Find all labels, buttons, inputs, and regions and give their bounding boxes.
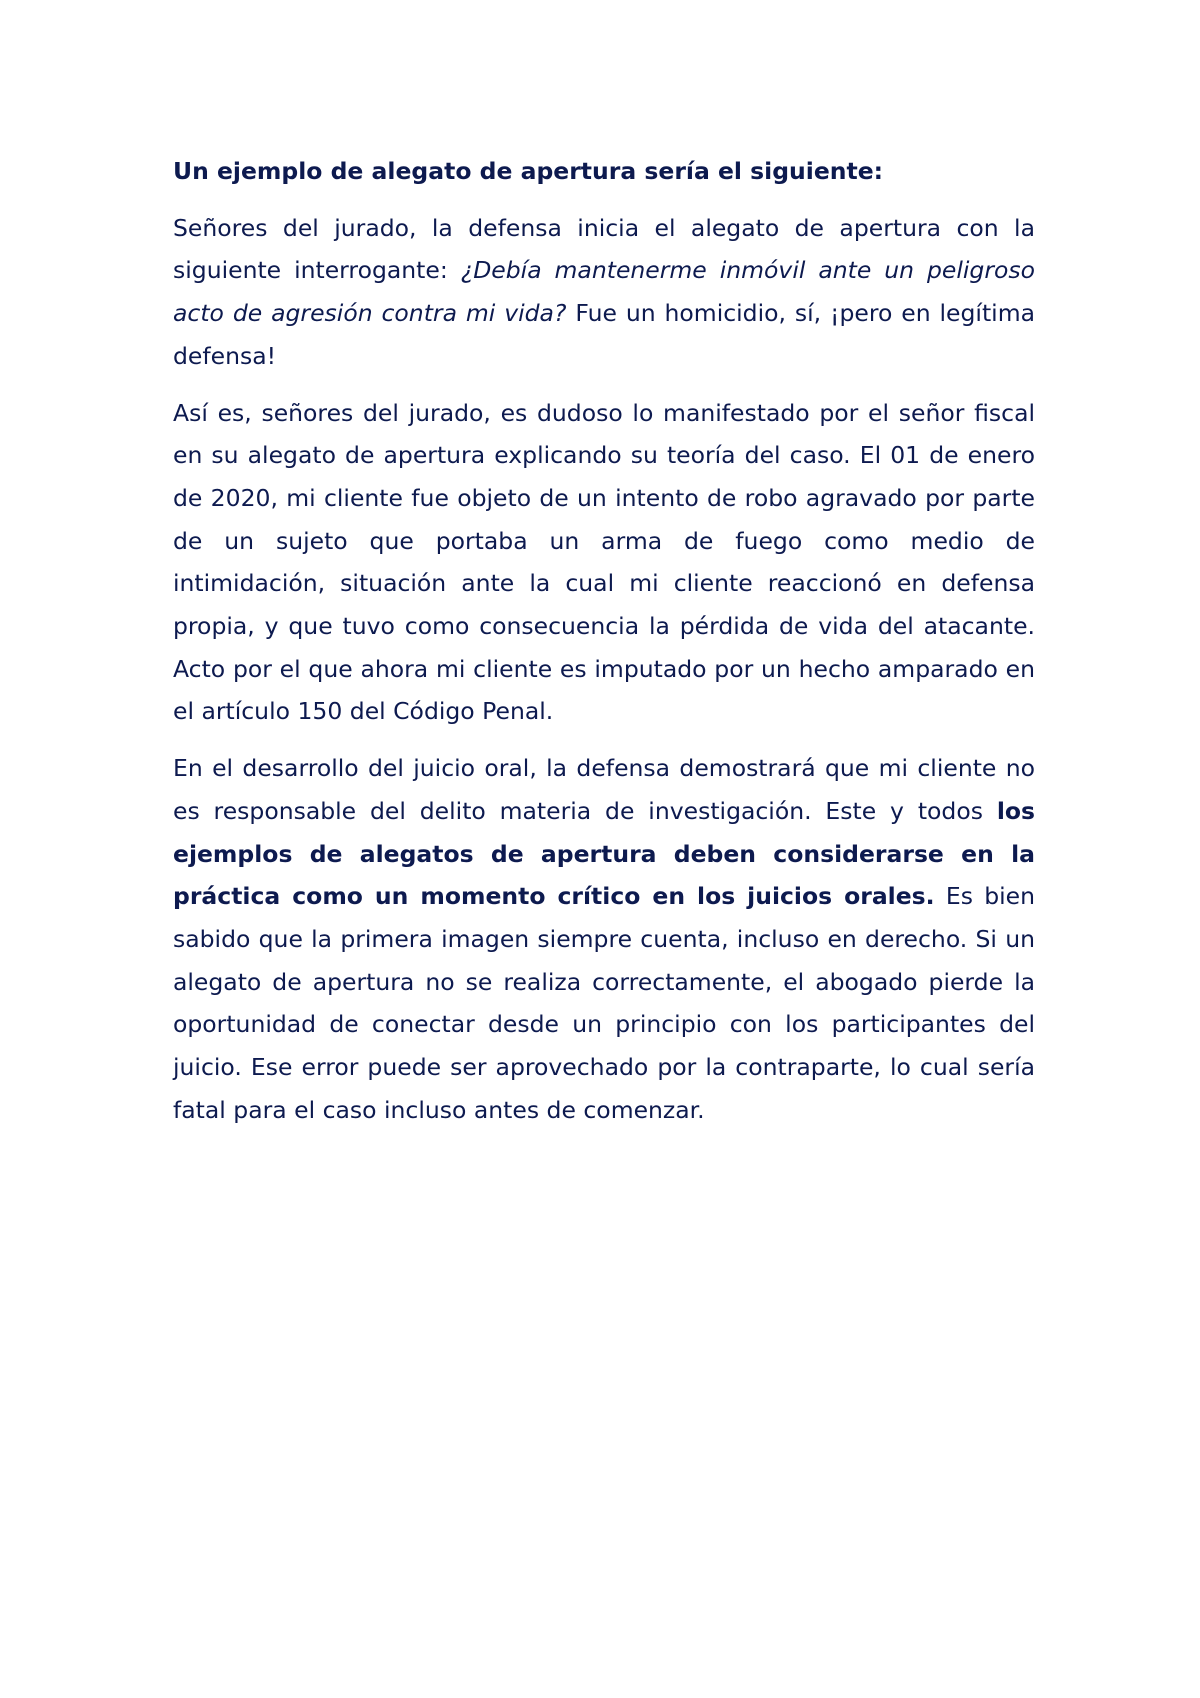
- section-heading: Un ejemplo de alegato de apertura sería el siguiente:: [173, 157, 884, 185]
- paragraph-1-closing: Fue un homicidio, sí, ¡pero en legítima defensa!: [173, 299, 1035, 370]
- paragraph-1-question: ¿Debía mantenerme inmóvil ante un peligroso acto de agresión contra mi vida?: [173, 256, 1035, 328]
- paragraph-2: Así es, señores del jurado, es dudoso lo manifestado por el señor fiscal en su alegato de apertura explicando su teoría del caso. El 01 de enero de 2020, mi cliente fue objeto de un intento de robo agravado por parte de un sujeto que portaba un arma de fuego como medio de intimidación, situación ante la cual mi cliente reaccionó en defensa propia, y que tuvo como consecuencia la pérdida de vida del atacante. Acto por el que ahora mi cliente es imputado por un hecho amparado en el artículo 150 del Código Penal.: [173, 398, 1035, 726]
- paragraph-1: [173, 207, 1035, 378]
- document-page: [173, 150, 1035, 1145]
- paragraph-3-emphasis: los ejemplos de alegatos de apertura deben considerarse en la práctica como un momento crítico en los juicios orales.: [173, 796, 1035, 911]
- paragraph-3: [173, 747, 1035, 1131]
- paragraph-1-intro: Señores del jurado, la defensa inicia el alegato de apertura con la siguiente interrogante:: [173, 213, 1035, 285]
- paragraph-3-closing: Es bien sabido que la primera imagen siempre cuenta, incluso en derecho. Si un alegato de apertura no se realiza correctamente, el abogado pierde la oportunidad de conectar desde un principio con los participantes del juicio. Ese error puede ser aprovechado por la contraparte, lo cual sería fatal para el caso incluso antes de comenzar.: [173, 882, 1035, 1124]
- paragraph-3-intro: En el desarrollo del juicio oral, la defensa demostrará que mi cliente no es responsable del delito materia de investigación. Este y todos: [173, 754, 1035, 825]
